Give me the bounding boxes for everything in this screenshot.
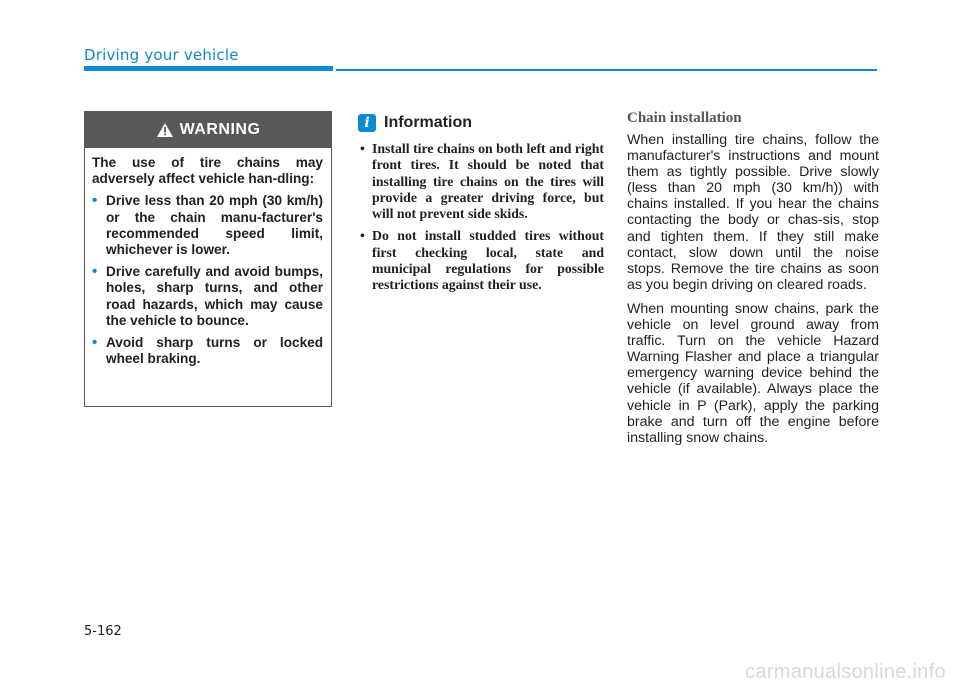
information-item <box>358 141 604 222</box>
warning-list <box>92 193 323 367</box>
watermark: carmanualsonline.info <box>745 661 946 683</box>
information-title: Information <box>384 114 472 131</box>
warning-item-text: Drive carefully and avoid bumps, holes, sharp turns, and other road hazards, which may cause the vehicle to bounce. <box>106 264 323 328</box>
warning-triangle-icon <box>156 122 174 138</box>
chain-installation-heading: Chain installation <box>627 110 742 126</box>
information-header <box>358 114 472 132</box>
info-icon: i <box>358 114 376 132</box>
warning-label: WARNING <box>179 121 261 138</box>
warning-body <box>85 148 331 367</box>
chain-paragraph: When installing tire chains, follow the manufacturer's instructions and mount them as tightly possible. Drive slowly (less than 20 mph (30 km/h)) with chains installed. If you hear the chains contacting the body or chas-sis, stop and tighten them. If they still make contact, slow down until the noise stops. Remove the tire chains as soon as you begin driving on cleared roads. <box>627 132 879 293</box>
bullet-icon: • <box>92 334 98 352</box>
bullet-icon: • <box>360 141 365 156</box>
chain-installation-body <box>627 132 879 454</box>
header-rule-thick <box>84 66 333 71</box>
information-item-text: Install tire chains on both left and right front tires. It should be noted that installing tire chains on the tires will provide a greater driving force, but will not prevent side skids. <box>372 141 604 222</box>
information-item-text: Do not install studded tires without first checking local, state and municipal regulations for possible restrictions against their use. <box>372 228 604 293</box>
chain-paragraph: When mounting snow chains, park the vehicle on level ground away from traffic. Turn on the vehicle Hazard Warning Flasher and place a triangular emergency warning device behind the vehicle (if available). Always place the vehicle in P (Park), apply the parking brake and turn off the engine before installing snow chains. <box>627 300 879 446</box>
bullet-icon: • <box>92 192 98 210</box>
information-item <box>358 228 604 293</box>
bullet-icon: • <box>92 263 98 281</box>
section-title: Driving your vehicle <box>84 46 239 64</box>
warning-item <box>92 335 323 367</box>
warning-intro: The use of tire chains may adversely affect vehicle han-dling: <box>92 155 323 187</box>
warning-item <box>92 264 323 329</box>
warning-item-text: Avoid sharp turns or locked wheel braking. <box>106 335 323 367</box>
warning-header <box>85 112 331 148</box>
warning-box <box>84 111 332 407</box>
bullet-icon: • <box>360 228 365 244</box>
information-list <box>358 141 604 300</box>
warning-item-text: Drive less than 20 mph (30 km/h) or the chain manu-facturer's recommended speed limit, whichever is lower. <box>106 193 323 258</box>
page-number: 5-162 <box>84 624 122 639</box>
header-rule-thin <box>336 69 877 71</box>
warning-item <box>92 193 323 258</box>
